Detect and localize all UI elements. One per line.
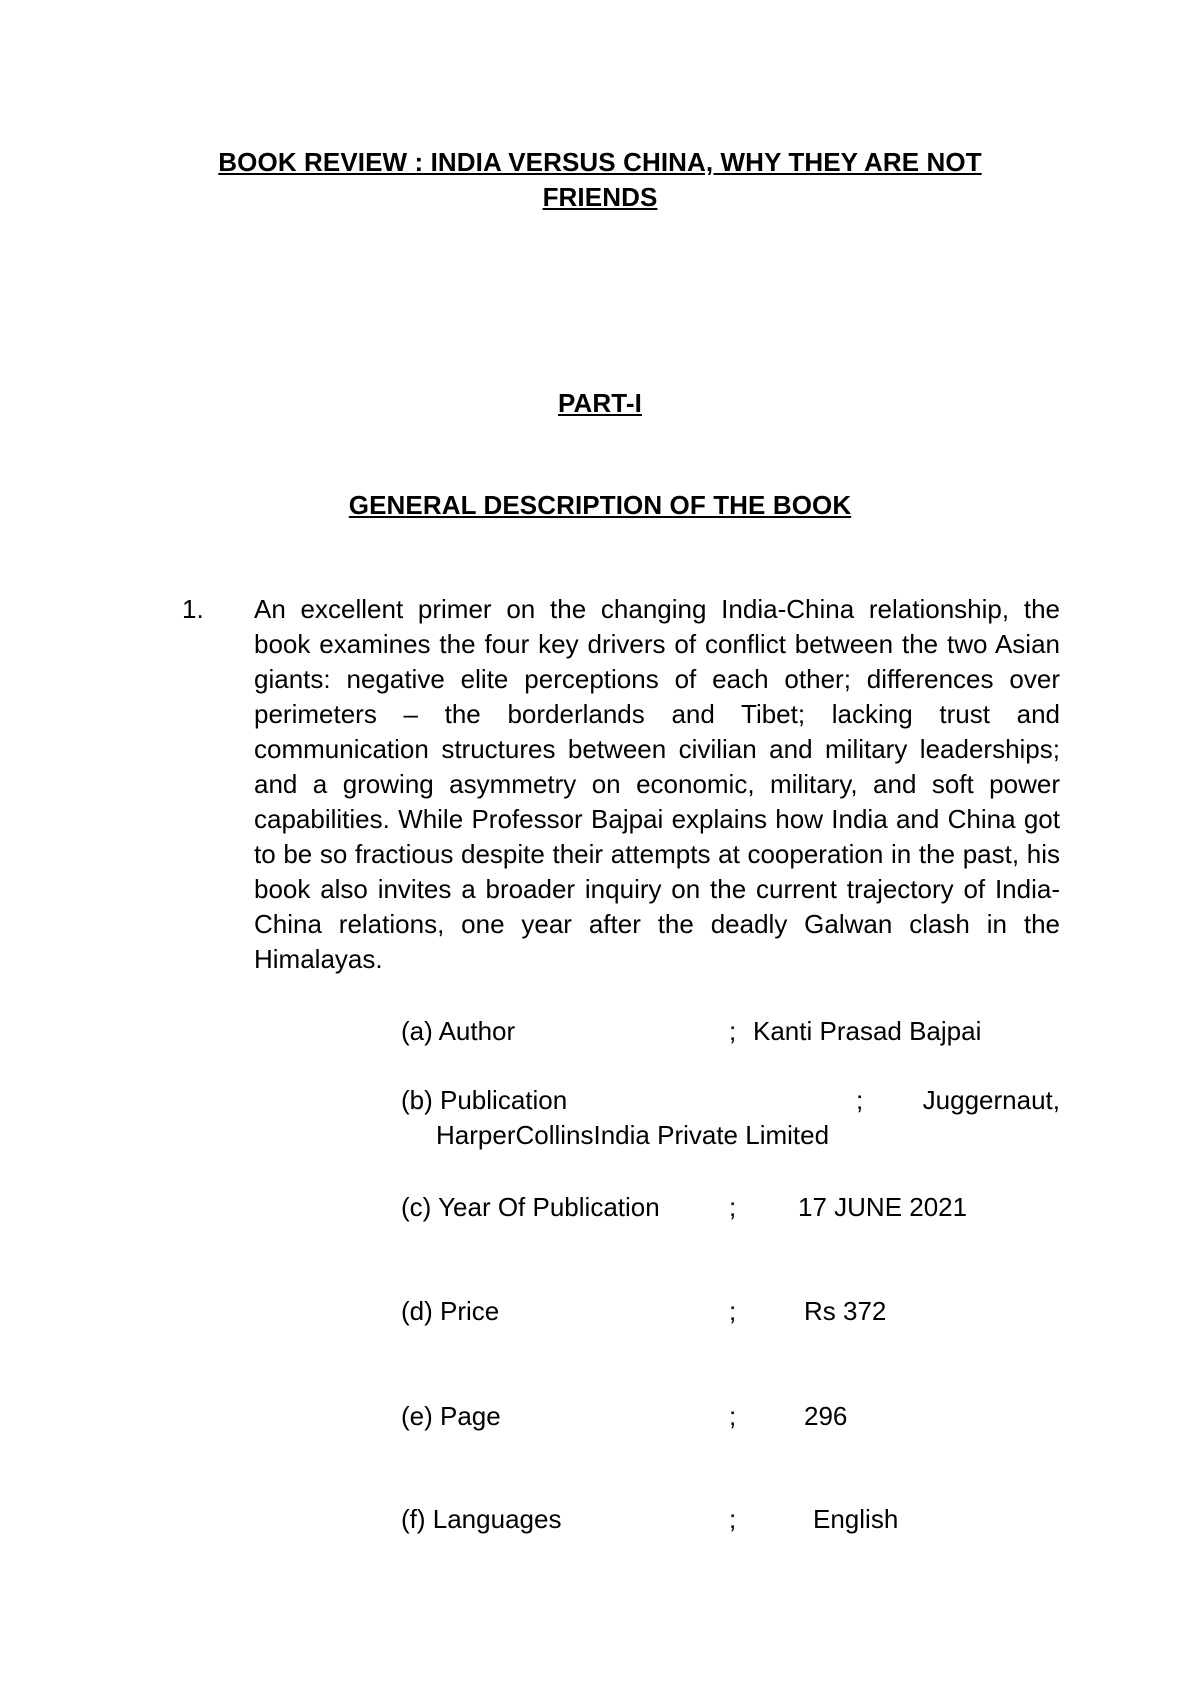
- document-title-line-2: FRIENDS: [542, 182, 658, 212]
- paragraph-number: 1.: [182, 594, 204, 624]
- price-separator: ;: [729, 1296, 737, 1326]
- author-label: (a) Author: [401, 1016, 516, 1046]
- year-separator: ;: [729, 1192, 737, 1222]
- publication-separator: ;: [856, 1085, 864, 1115]
- section-heading: GENERAL DESCRIPTION OF THE BOOK: [348, 490, 852, 520]
- publication-value: Juggernaut,: [922, 1085, 1060, 1115]
- year-label: (c) Year Of Publication: [401, 1192, 660, 1222]
- publication-value-continued: HarperCollinsIndia Private Limited: [436, 1120, 830, 1150]
- author-separator: ;: [729, 1016, 737, 1046]
- languages-separator: ;: [729, 1504, 737, 1534]
- publication-row: [401, 1083, 1060, 1118]
- languages-value: English: [813, 1504, 899, 1534]
- paragraph-text: An excellent primer on the changing India-China relationship, the book examines the four key drivers of conflict between the two Asian giants: negative elite perceptions of each other; differences over perimeters – the borderlands and Tibet; lacking trust and communication structures between civilian and military leaderships; and a growing asymmetry on economic, military, and soft power capabilities. While Professor Bajpai explains how India and China got to be so fractious despite their attempts at cooperation in the past, his book also invites a broader inquiry on the current trajectory of India-China relations, one year after the deadly Galwan clash in the Himalayas.: [254, 594, 1060, 974]
- page-value: 296: [804, 1401, 848, 1431]
- author-value: Kanti Prasad Bajpai: [753, 1016, 982, 1046]
- page-label: (e) Page: [401, 1401, 501, 1431]
- document-title-line-1: BOOK REVIEW : INDIA VERSUS CHINA, WHY THEY ARE NOT: [218, 147, 982, 177]
- year-value: 17 JUNE 2021: [798, 1192, 968, 1222]
- price-label: (d) Price: [401, 1296, 500, 1326]
- publication-label: (b) Publication: [401, 1085, 568, 1115]
- part-heading: PART-I: [558, 388, 642, 418]
- price-value: Rs 372: [804, 1296, 887, 1326]
- page-separator: ;: [729, 1401, 737, 1431]
- languages-label: (f) Languages: [401, 1504, 562, 1534]
